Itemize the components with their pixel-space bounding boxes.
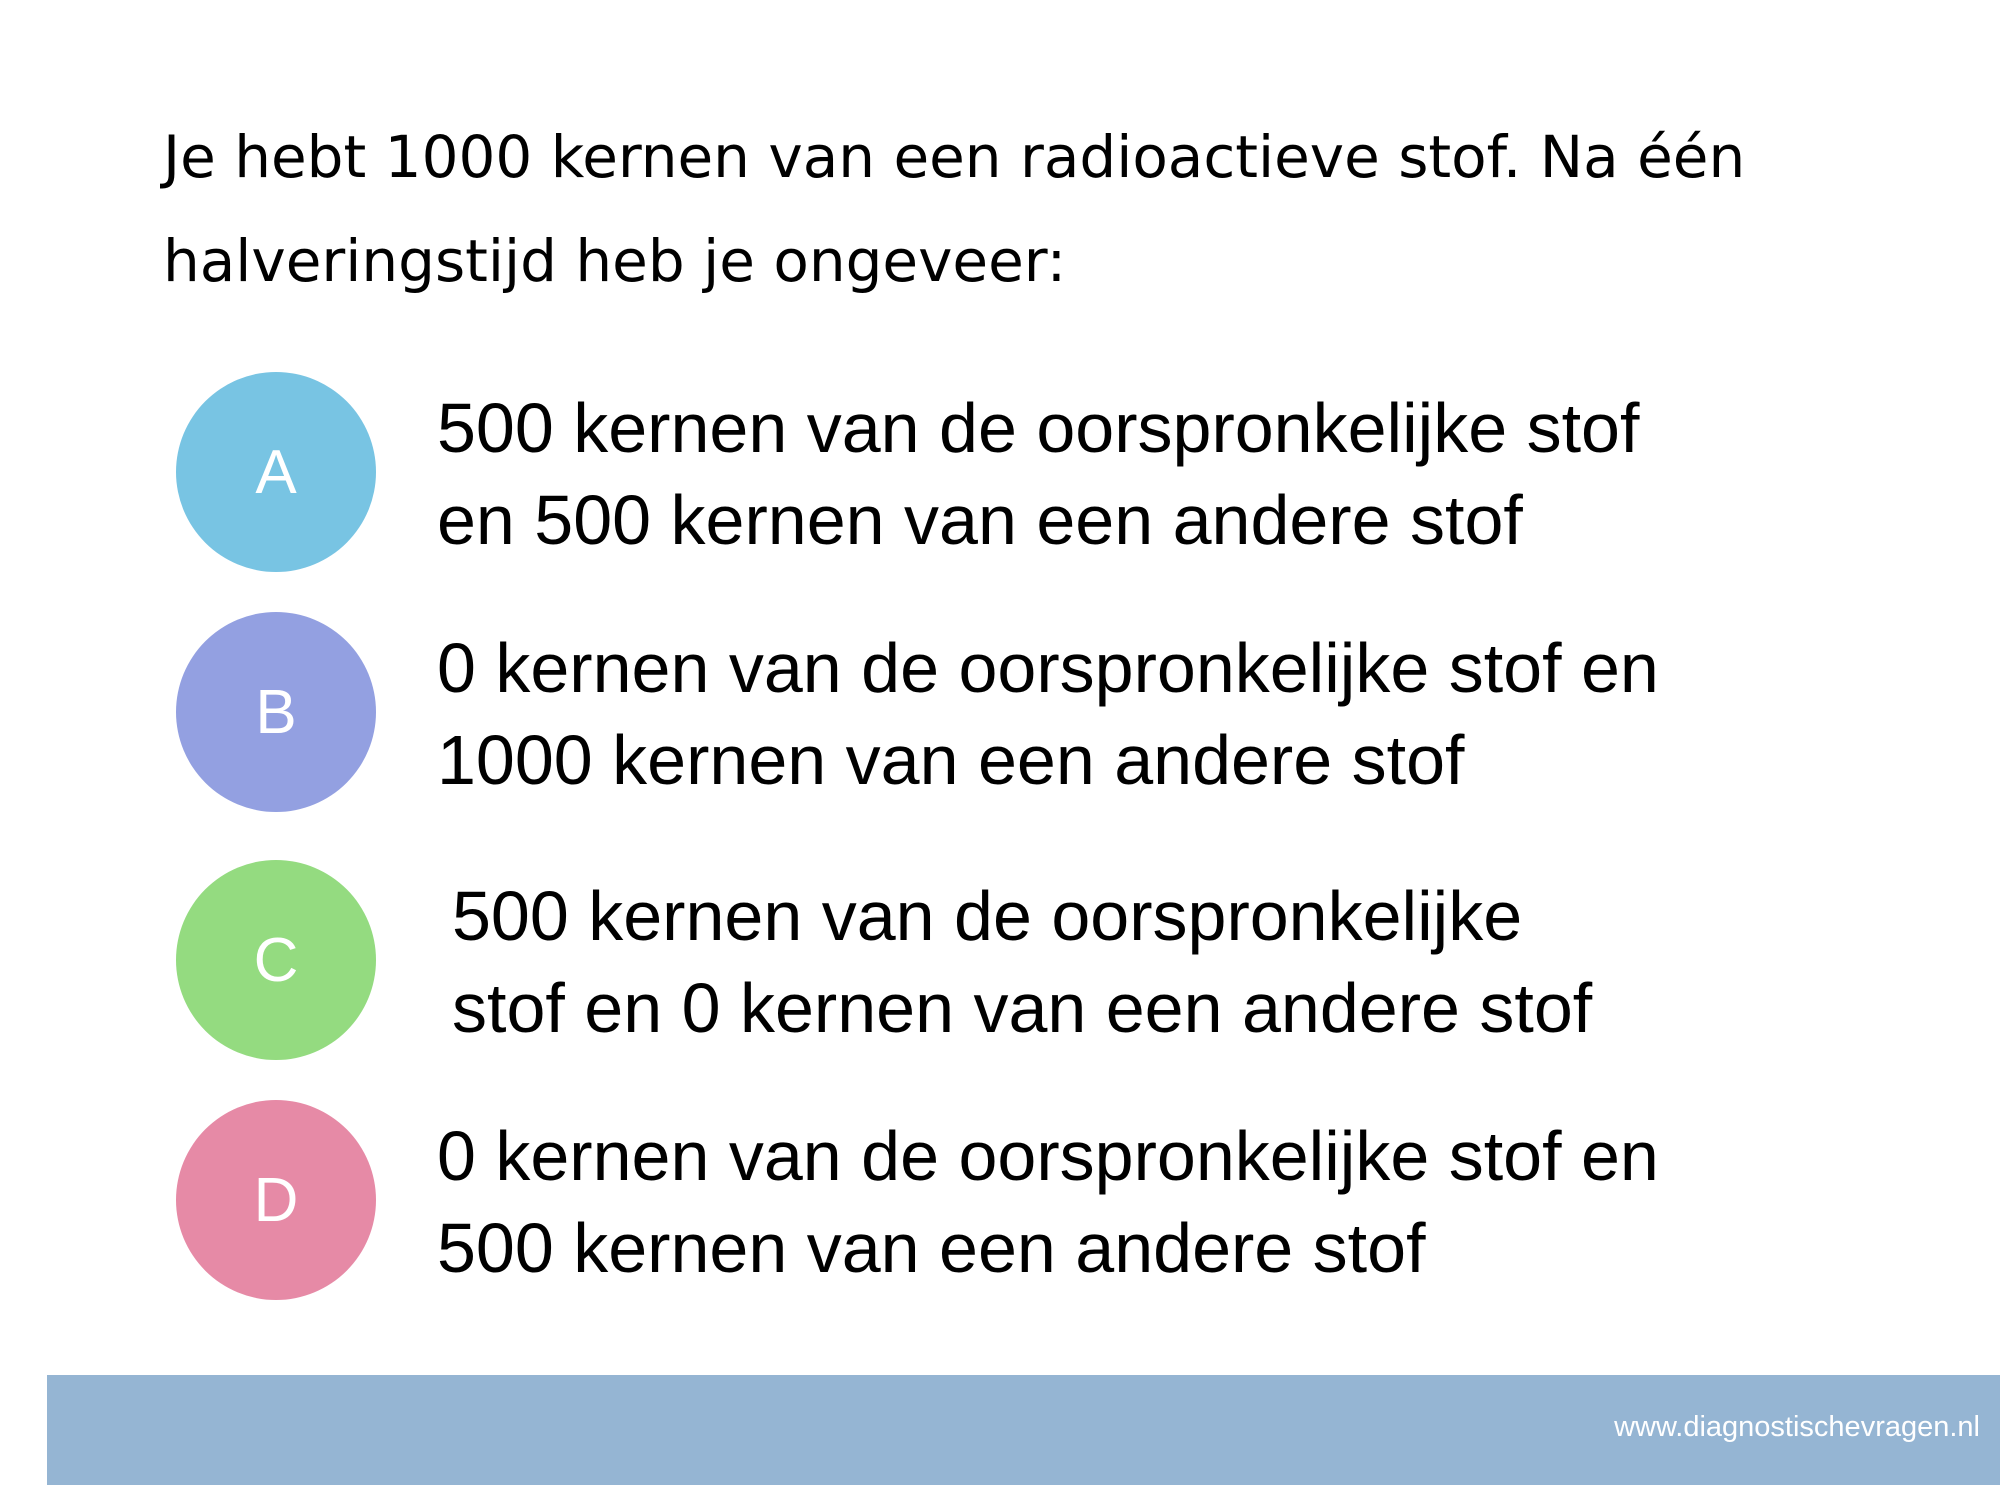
- option-d-line-2: 500 kernen van een andere stof: [437, 1209, 1426, 1287]
- option-b-line-1: 0 kernen van de oorspronkelijke stof en: [437, 629, 1659, 707]
- option-a-letter: A: [255, 437, 297, 507]
- footer-bar: [47, 1375, 2000, 1485]
- question-line-1: Je hebt 1000 kernen van een radioactieve stof. Na één: [163, 123, 1746, 191]
- option-b-text[interactable]: [437, 622, 1857, 806]
- option-d[interactable]: [0, 1100, 2000, 1300]
- option-c-line-1: 500 kernen van de oorspronkelijke: [452, 877, 1523, 955]
- option-b-letter: B: [255, 677, 297, 747]
- option-a-text[interactable]: [437, 382, 1857, 566]
- option-a-line-1: 500 kernen van de oorspronkelijke stof: [437, 389, 1640, 467]
- option-c-line-2: stof en 0 kernen van een andere stof: [452, 969, 1593, 1047]
- option-a[interactable]: [0, 372, 2000, 572]
- question-text: [163, 105, 1923, 313]
- option-c-circle[interactable]: [176, 860, 376, 1060]
- option-d-text[interactable]: [437, 1110, 1857, 1294]
- option-b-line-2: 1000 kernen van een andere stof: [437, 721, 1465, 799]
- option-d-line-1: 0 kernen van de oorspronkelijke stof en: [437, 1117, 1659, 1195]
- option-d-circle[interactable]: [176, 1100, 376, 1300]
- option-d-letter: D: [253, 1165, 299, 1235]
- option-b[interactable]: [0, 612, 2000, 812]
- option-b-circle[interactable]: [176, 612, 376, 812]
- option-a-line-2: en 500 kernen van een andere stof: [437, 481, 1523, 559]
- footer-url: www.diagnostischevragen.nl: [1614, 1411, 1980, 1443]
- question-line-2: halveringstijd heb je ongeveer:: [163, 227, 1067, 295]
- option-a-circle[interactable]: [176, 372, 376, 572]
- option-c[interactable]: [0, 860, 2000, 1060]
- option-c-text[interactable]: [452, 870, 1872, 1054]
- option-c-letter: C: [253, 925, 299, 995]
